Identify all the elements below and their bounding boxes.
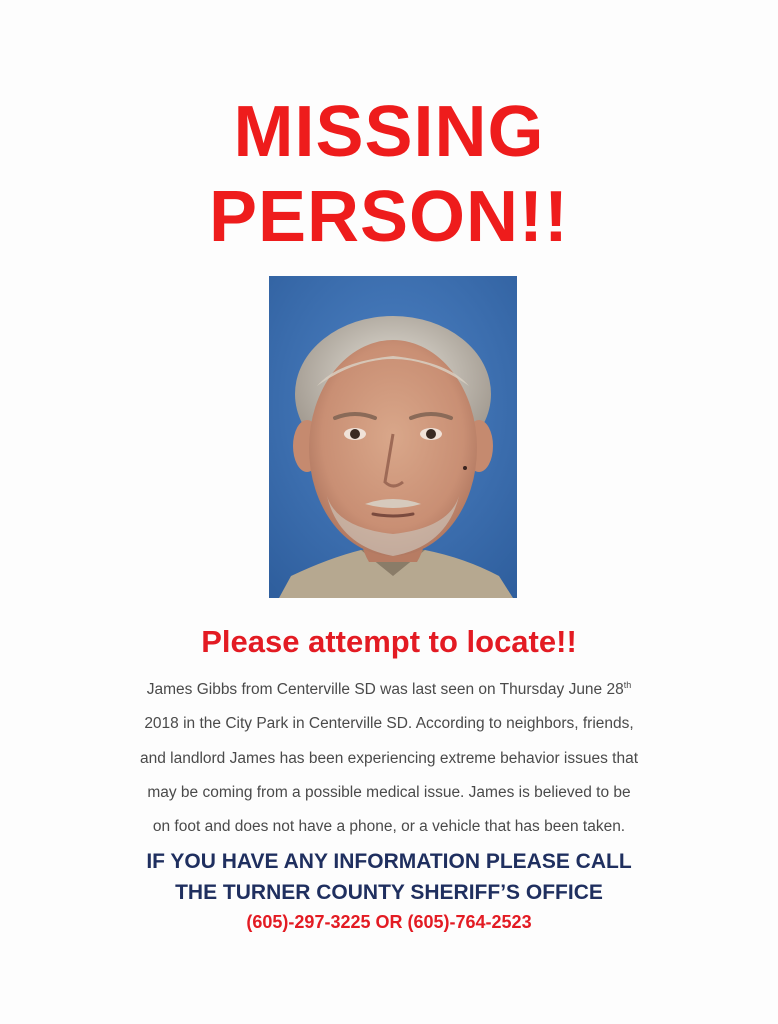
call-to-action-line-1: IF YOU HAVE ANY INFORMATION PLEASE CALL bbox=[146, 850, 632, 873]
call-to-action-line-2: THE TURNER COUNTY SHERIFF’S OFFICE bbox=[175, 881, 603, 904]
subheading: Please attempt to locate!! bbox=[201, 624, 577, 659]
ordinal-suffix: th bbox=[623, 679, 632, 690]
body-line-4: may be coming from a possible medical issue. James is believed to be bbox=[147, 784, 631, 801]
person-photo bbox=[269, 276, 517, 598]
title-person: PERSON!! bbox=[208, 177, 570, 257]
body-line-1-text: James Gibbs from Centerville SD was last seen on Thursday June 28 bbox=[146, 681, 624, 698]
body-line-5: on foot and does not have a phone, or a vehicle that has been taken. bbox=[152, 818, 626, 835]
body-line-3: and landlord James has been experiencing extreme behavior issues that bbox=[139, 750, 639, 767]
body-line-2: 2018 in the City Park in Centerville SD. According to neighbors, friends, bbox=[144, 715, 634, 732]
title-missing: MISSING bbox=[233, 92, 545, 172]
body-line-1 bbox=[0, 679, 778, 698]
phone-numbers: (605)-297-3225 OR (605)-764-2523 bbox=[246, 912, 532, 932]
